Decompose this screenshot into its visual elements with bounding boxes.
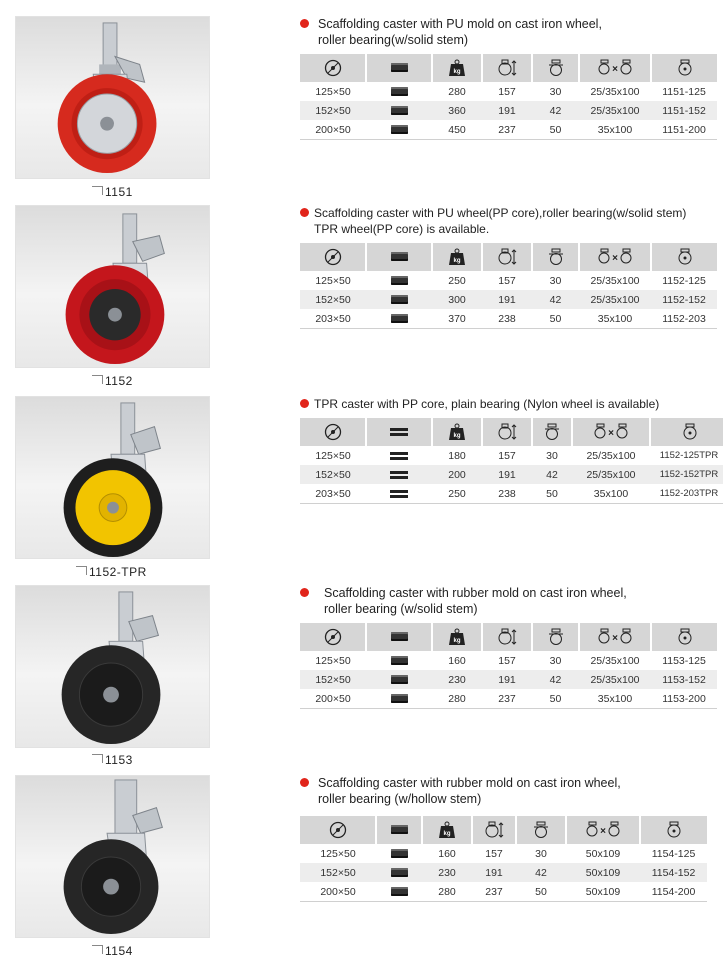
table-cell: 191 bbox=[482, 290, 532, 309]
title-line: TPR wheel(PP core) is available. bbox=[314, 222, 490, 236]
table-cell: 180 bbox=[432, 446, 482, 465]
table-row bbox=[300, 863, 707, 882]
title-line: TPR caster with PP core, plain bearing (Nylon wheel is available) bbox=[314, 397, 660, 411]
table-cell: 360 bbox=[432, 101, 482, 120]
wheel-diameter-icon bbox=[300, 243, 366, 271]
table-cell: 125×50 bbox=[300, 271, 366, 290]
table-cell: 230 bbox=[422, 863, 472, 882]
spec-section-1152 bbox=[300, 205, 707, 329]
table-cell: 1153-152 bbox=[651, 670, 717, 689]
plate-size-icon bbox=[566, 816, 640, 844]
table-cell: 191 bbox=[482, 101, 532, 120]
spec-table bbox=[300, 243, 717, 329]
table-cell: 42 bbox=[532, 670, 579, 689]
table-cell: 25/35x100 bbox=[572, 446, 650, 465]
table-row bbox=[300, 882, 707, 902]
plate-size-icon bbox=[579, 243, 651, 271]
spec-section-1151 bbox=[300, 16, 707, 140]
product-photo-1153 bbox=[15, 585, 210, 748]
section-title bbox=[300, 396, 707, 412]
table-cell: 1152-152TPR bbox=[650, 465, 723, 484]
title-line: Scaffolding caster with PU mold on cast iron wheel, bbox=[318, 17, 602, 31]
table-cell: 1152-125 bbox=[651, 271, 717, 290]
table-cell: 160 bbox=[432, 651, 482, 670]
table-cell: 125×50 bbox=[300, 651, 366, 670]
table-cell: 30 bbox=[532, 82, 579, 101]
table-cell: 50x109 bbox=[566, 844, 640, 863]
table-cell: 50x109 bbox=[566, 863, 640, 882]
product-photo-1151 bbox=[15, 16, 210, 179]
spec-table bbox=[300, 418, 723, 504]
offset-icon bbox=[532, 418, 572, 446]
table-cell: 237 bbox=[482, 689, 532, 709]
caption-text: 1152-TPR bbox=[89, 565, 147, 579]
bullet-icon bbox=[300, 208, 309, 217]
table-cell: 157 bbox=[482, 271, 532, 290]
table-cell: 1152-203 bbox=[651, 309, 717, 329]
overall-height-icon bbox=[482, 623, 532, 651]
table-cell: 152×50 bbox=[300, 101, 366, 120]
table-cell: 152×50 bbox=[300, 290, 366, 309]
tread-width-icon bbox=[391, 87, 408, 96]
table-cell: 300 bbox=[432, 290, 482, 309]
product-photo-1154 bbox=[15, 775, 210, 938]
tread-width-icon bbox=[390, 488, 408, 500]
spec-table bbox=[300, 816, 707, 902]
table-cell: 152×50 bbox=[300, 670, 366, 689]
table-cell: 200×50 bbox=[300, 120, 366, 140]
tread-width-icon bbox=[391, 887, 408, 896]
table-cell: 30 bbox=[532, 446, 572, 465]
table-row bbox=[300, 271, 717, 290]
load-capacity-icon bbox=[432, 623, 482, 651]
product-caption bbox=[92, 185, 133, 199]
tread-width-icon bbox=[390, 450, 408, 462]
table-cell: 200×50 bbox=[300, 882, 376, 902]
table-row bbox=[300, 309, 717, 329]
overall-height-icon bbox=[482, 54, 532, 82]
table-cell: 1151-200 bbox=[651, 120, 717, 140]
table-cell: 42 bbox=[532, 290, 579, 309]
model-icon bbox=[651, 623, 717, 651]
table-cell: 50 bbox=[532, 120, 579, 140]
table-cell: 25/35x100 bbox=[579, 290, 651, 309]
table-row bbox=[300, 120, 717, 140]
table-cell: 191 bbox=[482, 465, 532, 484]
bullet-icon bbox=[300, 588, 309, 597]
model-icon bbox=[651, 243, 717, 271]
table-cell: 191 bbox=[482, 670, 532, 689]
spec-section-1152-tpr bbox=[300, 396, 719, 504]
title-line: roller bearing (w/hollow stem) bbox=[318, 792, 482, 806]
table-cell: 370 bbox=[432, 309, 482, 329]
tread-width-icon bbox=[391, 276, 408, 285]
load-capacity-icon bbox=[432, 54, 482, 82]
model-icon bbox=[650, 418, 723, 446]
caption-text: 1153 bbox=[105, 753, 133, 767]
spec-section-1153 bbox=[300, 585, 707, 709]
table-cell: 200×50 bbox=[300, 689, 366, 709]
tread-width-icon bbox=[366, 243, 432, 271]
table-cell: 25/35x100 bbox=[579, 651, 651, 670]
table-cell: 203×50 bbox=[300, 309, 366, 329]
table-cell: 50 bbox=[532, 309, 579, 329]
table-cell: 42 bbox=[516, 863, 566, 882]
offset-icon bbox=[532, 243, 579, 271]
plate-size-icon bbox=[579, 623, 651, 651]
table-cell: 191 bbox=[472, 863, 516, 882]
title-line: Scaffolding caster with rubber mold on cast iron wheel, bbox=[318, 776, 621, 790]
table-cell: 25/35x100 bbox=[579, 670, 651, 689]
plate-size-icon bbox=[579, 54, 651, 82]
table-cell: 42 bbox=[532, 101, 579, 120]
table-row bbox=[300, 446, 723, 465]
table-row bbox=[300, 82, 717, 101]
table-cell: 157 bbox=[482, 82, 532, 101]
table-cell: 25/35x100 bbox=[579, 101, 651, 120]
load-capacity-icon bbox=[432, 418, 482, 446]
table-cell: 50 bbox=[516, 882, 566, 902]
model-icon bbox=[640, 816, 707, 844]
product-caption bbox=[92, 944, 133, 958]
table-cell: 50x109 bbox=[566, 882, 640, 902]
table-cell: 1152-152 bbox=[651, 290, 717, 309]
table-cell: 200 bbox=[432, 465, 482, 484]
table-cell: 35x100 bbox=[572, 484, 650, 504]
table-cell: 237 bbox=[482, 120, 532, 140]
spec-section-1154 bbox=[300, 775, 707, 902]
title-line: roller bearing(w/solid stem) bbox=[318, 33, 469, 47]
product-caption bbox=[92, 753, 133, 767]
table-cell: 230 bbox=[432, 670, 482, 689]
tread-width-icon bbox=[366, 418, 432, 446]
table-cell: 1153-125 bbox=[651, 651, 717, 670]
wheel-diameter-icon bbox=[300, 623, 366, 651]
tread-width-icon bbox=[366, 54, 432, 82]
plate-size-icon bbox=[572, 418, 650, 446]
table-cell: 50 bbox=[532, 484, 572, 504]
table-cell: 280 bbox=[432, 689, 482, 709]
offset-icon bbox=[516, 816, 566, 844]
tread-width-icon bbox=[391, 295, 408, 304]
tread-width-icon bbox=[391, 849, 408, 858]
table-cell: 250 bbox=[432, 271, 482, 290]
table-cell: 35x100 bbox=[579, 689, 651, 709]
section-title bbox=[300, 775, 707, 807]
table-row bbox=[300, 670, 717, 689]
bullet-icon bbox=[300, 399, 309, 408]
tread-width-icon bbox=[391, 314, 408, 323]
table-row bbox=[300, 844, 707, 863]
tread-width-icon bbox=[391, 106, 408, 115]
table-cell: 125×50 bbox=[300, 844, 376, 863]
table-cell: 30 bbox=[516, 844, 566, 863]
title-line: Scaffolding caster with PU wheel(PP core),roller bearing(w/solid stem) bbox=[314, 206, 687, 220]
table-cell: 1153-200 bbox=[651, 689, 717, 709]
table-row bbox=[300, 101, 717, 120]
table-row bbox=[300, 290, 717, 309]
table-cell: 152×50 bbox=[300, 863, 376, 882]
spec-table bbox=[300, 623, 717, 709]
table-cell: 30 bbox=[532, 271, 579, 290]
section-title bbox=[300, 205, 707, 237]
product-photo-1152-tpr bbox=[15, 396, 210, 559]
table-cell: 160 bbox=[422, 844, 472, 863]
table-cell: 125×50 bbox=[300, 446, 366, 465]
table-cell: 450 bbox=[432, 120, 482, 140]
tread-width-icon bbox=[366, 623, 432, 651]
table-cell: 250 bbox=[432, 484, 482, 504]
product-caption bbox=[76, 565, 147, 579]
section-title bbox=[300, 16, 707, 48]
tread-width-icon bbox=[391, 125, 408, 134]
overall-height-icon bbox=[482, 418, 532, 446]
section-title bbox=[300, 585, 707, 617]
table-cell: 203×50 bbox=[300, 484, 366, 504]
offset-icon bbox=[532, 54, 579, 82]
bullet-icon bbox=[300, 778, 309, 787]
table-cell: 35x100 bbox=[579, 309, 651, 329]
table-cell: 30 bbox=[532, 651, 579, 670]
product-photo-1152 bbox=[15, 205, 210, 368]
table-cell: 152×50 bbox=[300, 465, 366, 484]
table-cell: 25/35x100 bbox=[572, 465, 650, 484]
bullet-icon bbox=[300, 19, 309, 28]
overall-height-icon bbox=[472, 816, 516, 844]
table-cell: 1152-125TPR bbox=[650, 446, 723, 465]
load-capacity-icon bbox=[422, 816, 472, 844]
wheel-diameter-icon bbox=[300, 816, 376, 844]
table-cell: 280 bbox=[422, 882, 472, 902]
table-cell: 157 bbox=[482, 651, 532, 670]
overall-height-icon bbox=[482, 243, 532, 271]
table-cell: 125×50 bbox=[300, 82, 366, 101]
offset-icon bbox=[532, 623, 579, 651]
table-cell: 237 bbox=[472, 882, 516, 902]
tread-width-icon bbox=[390, 469, 408, 481]
table-cell: 1151-152 bbox=[651, 101, 717, 120]
load-capacity-icon bbox=[432, 243, 482, 271]
title-line: Scaffolding caster with rubber mold on cast iron wheel, bbox=[324, 586, 627, 600]
table-cell: 1154-200 bbox=[640, 882, 707, 902]
tread-width-icon bbox=[376, 816, 422, 844]
table-cell: 238 bbox=[482, 484, 532, 504]
wheel-diameter-icon bbox=[300, 418, 366, 446]
table-cell: 157 bbox=[482, 446, 532, 465]
table-cell: 280 bbox=[432, 82, 482, 101]
caption-text: 1151 bbox=[105, 185, 133, 199]
table-cell: 42 bbox=[532, 465, 572, 484]
table-cell: 35x100 bbox=[579, 120, 651, 140]
tread-width-icon bbox=[391, 675, 408, 684]
caption-text: 1154 bbox=[105, 944, 133, 958]
table-cell: 238 bbox=[482, 309, 532, 329]
table-cell: 1151-125 bbox=[651, 82, 717, 101]
table-cell: 1154-125 bbox=[640, 844, 707, 863]
table-cell: 157 bbox=[472, 844, 516, 863]
spec-table bbox=[300, 54, 717, 140]
table-cell: 1154-152 bbox=[640, 863, 707, 882]
table-cell: 25/35x100 bbox=[579, 82, 651, 101]
table-row bbox=[300, 484, 723, 504]
wheel-diameter-icon bbox=[300, 54, 366, 82]
caption-text: 1152 bbox=[105, 374, 133, 388]
table-row bbox=[300, 465, 723, 484]
tread-width-icon bbox=[391, 656, 408, 665]
title-line: roller bearing (w/solid stem) bbox=[324, 602, 478, 616]
table-row bbox=[300, 689, 717, 709]
table-row bbox=[300, 651, 717, 670]
tread-width-icon bbox=[391, 868, 408, 877]
tread-width-icon bbox=[391, 694, 408, 703]
table-cell: 1152-203TPR bbox=[650, 484, 723, 504]
model-icon bbox=[651, 54, 717, 82]
table-cell: 25/35x100 bbox=[579, 271, 651, 290]
product-caption bbox=[92, 374, 133, 388]
table-cell: 50 bbox=[532, 689, 579, 709]
